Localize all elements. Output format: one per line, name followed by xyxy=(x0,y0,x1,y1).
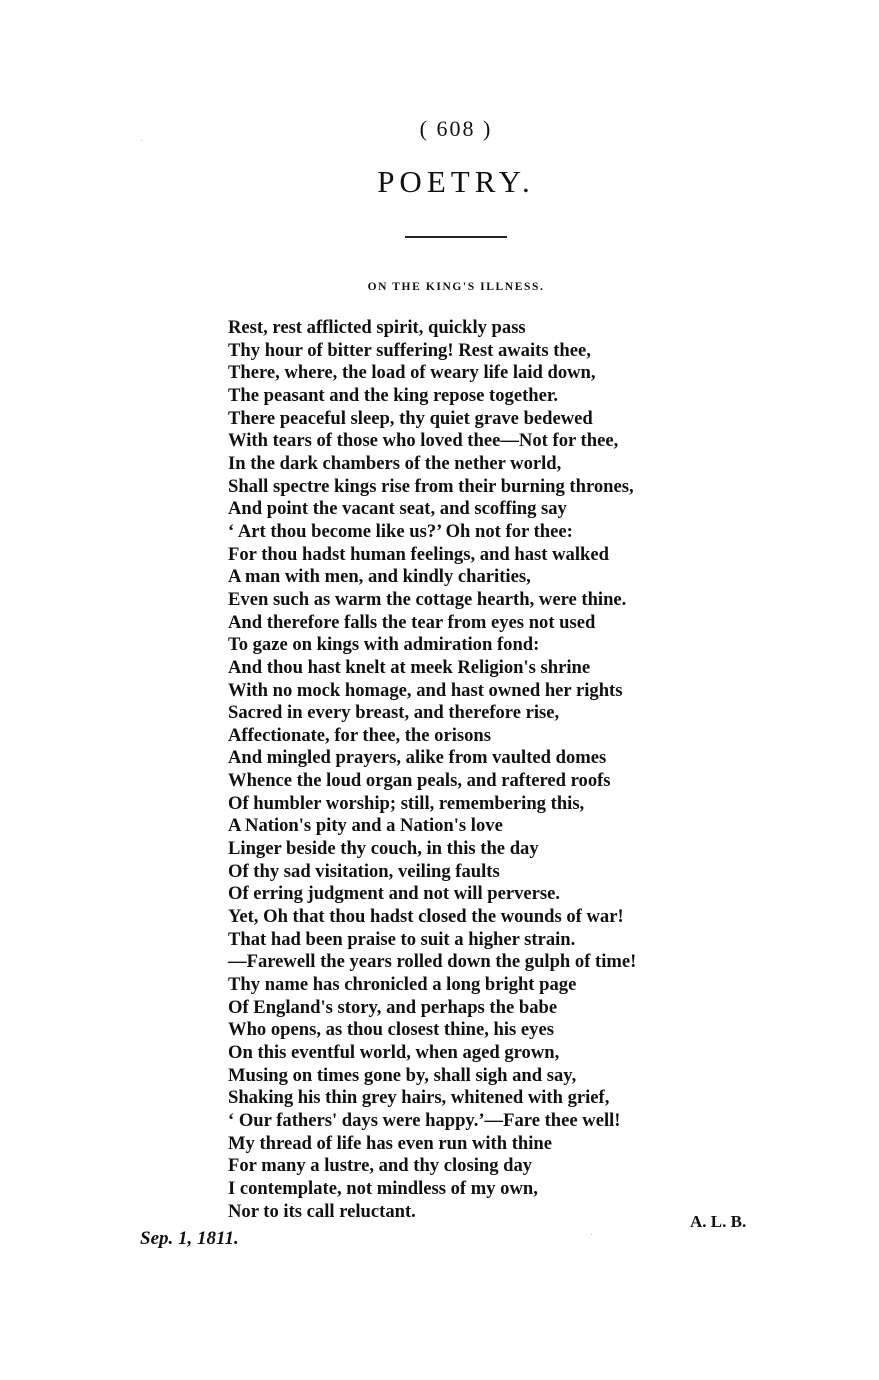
poem-title: ON THE KING'S ILLNESS. xyxy=(367,281,545,293)
poem-date: Sep. 1, 1811. xyxy=(140,1228,239,1249)
poem-line: Thy name has chronicled a long bright page xyxy=(228,974,577,996)
poem-line: Linger beside thy couch, in this the day xyxy=(228,838,539,860)
poem-line: For thou hadst human feelings, and hast walked xyxy=(228,543,609,565)
poem-line: ‘ Art thou become like us?’ Oh not for thee: xyxy=(228,520,573,542)
poem-line: In the dark chambers of the nether world, xyxy=(228,452,562,474)
poem-line: A Nation's pity and a Nation's love xyxy=(228,815,503,837)
poem-line: The peasant and the king repose together. xyxy=(228,384,559,406)
poem-line: There, where, the load of weary life laid down, xyxy=(228,362,596,384)
poem-line: And point the vacant seat, and scoffing say xyxy=(228,498,567,520)
poem-signature: A. L. B. xyxy=(690,1212,747,1231)
poem-line: Rest, rest afflicted spirit, quickly pass xyxy=(228,317,526,338)
poem-line: And mingled prayers, alike from vaulted domes xyxy=(228,747,607,769)
poem-line: Of erring judgment and not will perverse. xyxy=(228,883,561,905)
poem-line: Of England's story, and perhaps the babe xyxy=(228,996,558,1018)
poem-line: Whence the loud organ peals, and raftered roofs xyxy=(228,770,611,792)
poem-line: With no mock homage, and hast owned her rights xyxy=(228,679,623,701)
section-title: POETRY. xyxy=(377,164,535,199)
poem-line: —Farewell the years rolled down the gulph of time! xyxy=(228,951,637,973)
poem-line: My thread of life has even run with thine xyxy=(228,1132,553,1154)
title-divider xyxy=(405,236,507,238)
poem-line: To gaze on kings with admiration fond: xyxy=(228,634,540,656)
poem-line: Who opens, as thou closest thine, his eyes xyxy=(228,1019,554,1041)
poem-line: Affectionate, for thee, the orisons xyxy=(228,724,491,746)
poem-body xyxy=(228,317,636,1223)
poem-line: For many a lustre, and thy closing day xyxy=(228,1155,533,1177)
poem-line: Shaking his thin grey hairs, whitened with grief, xyxy=(228,1087,610,1109)
poem-line: I contemplate, not mindless of my own, xyxy=(228,1177,538,1199)
poem-line: On this eventful world, when aged grown, xyxy=(228,1042,560,1063)
poem-line: Yet, Oh that thou hadst closed the wounds of war! xyxy=(228,906,624,928)
poem-line: Musing on times gone by, shall sigh and say, xyxy=(228,1064,577,1086)
scan-speck: · xyxy=(140,136,144,147)
poem-line: With tears of those who loved thee—Not for thee, xyxy=(228,430,619,452)
poem-line: Of thy sad visitation, veiling faults xyxy=(228,860,500,882)
poem-line: Thy hour of bitter suffering! Rest awaits thee, xyxy=(228,339,591,361)
poem-line: ‘ Our fathers' days were happy.’—Fare thee well! xyxy=(228,1109,621,1131)
poem-line: Even such as warm the cottage hearth, were thine. xyxy=(228,588,627,610)
poem-line: A man with men, and kindly charities, xyxy=(228,566,531,588)
poem-line: And thou hast knelt at meek Religion's shrine xyxy=(228,656,591,678)
poem-line: And therefore falls the tear from eyes not used xyxy=(228,611,596,633)
poem-line: There peaceful sleep, thy quiet grave bedewed xyxy=(228,407,593,429)
poem-line: Sacred in every breast, and therefore rise, xyxy=(228,702,560,724)
scan-speck: · xyxy=(590,1230,594,1241)
page-number: ( 608 ) xyxy=(419,116,493,141)
poem-line: Of humbler worship; still, remembering this, xyxy=(228,792,585,814)
poem-line: Nor to its call reluctant. xyxy=(228,1200,416,1222)
poem-line: Shall spectre kings rise from their burning thrones, xyxy=(228,475,634,497)
poem-line: That had been praise to suit a higher strain. xyxy=(228,928,576,950)
